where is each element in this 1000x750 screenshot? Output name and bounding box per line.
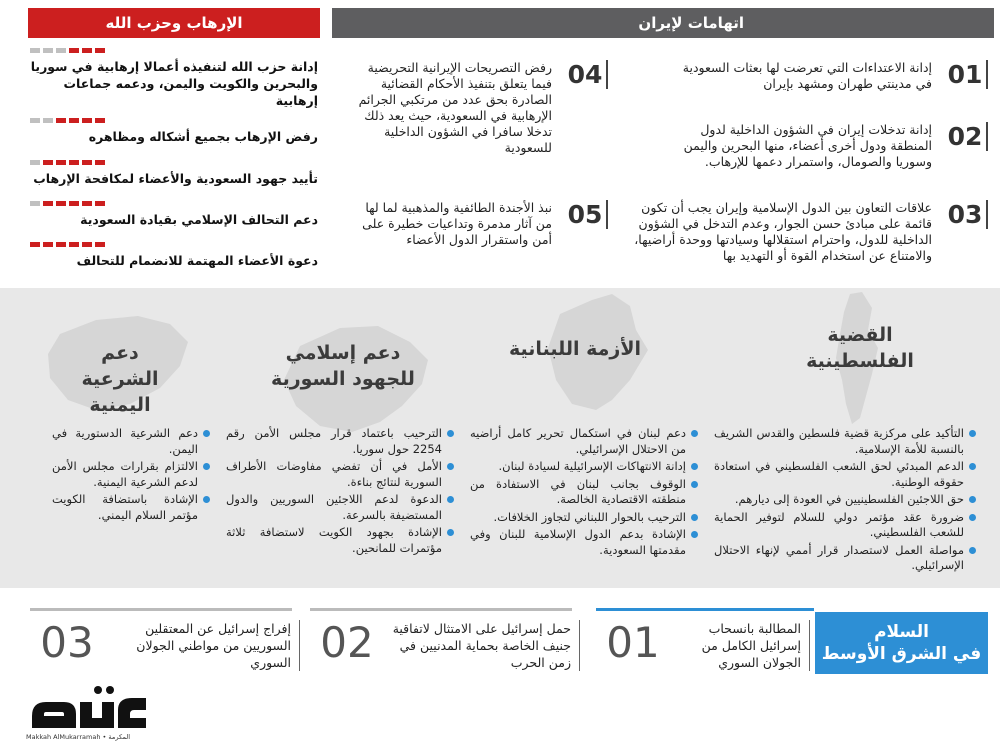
rating-squares <box>30 118 318 123</box>
bullet-icon <box>691 463 698 470</box>
list-item-text: الالتزام بقرارات مجلس الأمن لدعم الشرعية اليمنية. <box>52 459 198 489</box>
accusation-number: 05 <box>564 200 608 229</box>
syria-list <box>226 426 454 558</box>
rating-squares <box>30 201 318 206</box>
rating-square <box>56 242 66 247</box>
peace-item-text: المطالبة بانسحاب إسرائيل الكامل من الجولان السوري <box>666 620 810 671</box>
terror-header <box>28 8 320 38</box>
rating-square <box>43 242 53 247</box>
peace-item-number: 03 <box>40 618 94 667</box>
terror-header-title: الإرهاب وحزب الله <box>105 14 243 32</box>
list-item-text: دعم لبنان في استكمال تحرير كامل أراضيه من الاحتلال الإسرائيلي. <box>470 426 686 456</box>
palestine-list <box>714 426 976 576</box>
rating-squares <box>30 48 318 53</box>
accusation-number: 03 <box>944 200 988 229</box>
yemen-list <box>52 426 210 525</box>
rating-square <box>69 48 79 53</box>
rating-square <box>95 160 105 165</box>
rating-square <box>56 201 66 206</box>
bullet-icon <box>691 481 698 488</box>
rating-square <box>69 118 79 123</box>
rating-square <box>69 160 79 165</box>
accusation-text: علاقات التعاون بين الدول الإسلامية وإيران يجب أن تكون قائمة على مبادئ حسن الجوار، وعدم التدخل في الشؤون الداخلية للدول، واحترام استقلالها وسيادتها ووحدة أراضيها، والامتناع عن استخدام القوة أو التهديد بها <box>634 200 932 263</box>
list-item-text: الإشادة باستضافة الكويت مؤتمر السلام اليمني. <box>52 492 198 522</box>
terror-item <box>30 242 318 269</box>
rating-squares <box>30 160 318 165</box>
list-item-text: إدانة الانتهاكات الإسرائيلية لسيادة لبنان. <box>498 459 686 473</box>
bullet-icon <box>203 430 210 437</box>
rating-square <box>43 201 53 206</box>
peace-item <box>30 620 300 671</box>
list-item-text: الدعم المبدئي لحق الشعب الفلسطيني في استعادة حقوقه الوطنية. <box>714 459 964 489</box>
list-item-text: الوقوف بجانب لبنان في الاستفادة من منطقته الاقتصادية الخالصة. <box>470 476 686 506</box>
accusation-text: إدانة تدخلات إيران في الشؤون الداخلية لدول المنطقة ودول أخرى أعضاء، منها البحرين واليمن وسوريا والصومال، واستمرار دعمها للإرهاب. <box>683 122 932 169</box>
list-item-text: ضرورة عقد مؤتمر دولي للسلام لتوفير الحماية للشعب الفلسطيني. <box>714 509 964 539</box>
list-item-text: الإشادة بدعم الدول الإسلامية للبنان وفي مقدمتها السعودية. <box>470 527 686 557</box>
peace-item-text: حمل إسرائيل على الامتثال لاتفاقية جنيف الخاصة بحماية المدنيين في زمن الحرب <box>380 620 580 671</box>
accusation-item <box>352 60 608 156</box>
list-item-text: الأمل في أن تفضي مفاوضات الأطراف السورية لنتائج بناءة. <box>226 459 442 489</box>
list-item-text: الدعوة لدعم اللاجئين السوريين والدول المستضيفة بالسرعة. <box>226 492 442 522</box>
rating-square <box>43 118 53 123</box>
list-item <box>470 477 698 508</box>
lebanon-list <box>470 426 698 560</box>
bullet-icon <box>447 529 454 536</box>
list-item-text: الترحيب بالحوار اللبناني لتجاوز الخلافات. <box>493 509 686 524</box>
list-item <box>714 510 976 541</box>
terror-item-text: تأييد جهود السعودية والأعضاء لمكافحة الإرهاب <box>33 171 318 186</box>
column-title-yemen: دعم الشرعية اليمنية <box>81 342 159 416</box>
list-item <box>470 527 698 558</box>
bullet-icon <box>203 496 210 503</box>
terror-item-text: دعوة الأعضاء المهتمة للانضمام للتحالف <box>76 253 318 268</box>
iran-accusations-header <box>332 8 994 38</box>
terror-item-text: دعم التحالف الإسلامي بقيادة السعودية <box>80 212 318 227</box>
accusation-item <box>352 200 608 248</box>
accusation-number: 02 <box>944 122 988 151</box>
list-item <box>226 525 454 556</box>
peace-title-line2: في الشرق الأوسط <box>821 644 982 664</box>
peace-divider <box>310 608 572 611</box>
rating-square <box>30 242 40 247</box>
terror-item-text: رفض الإرهاب بجميع أشكاله ومظاهره <box>88 129 318 144</box>
peace-item <box>310 620 580 671</box>
terror-item <box>30 118 318 145</box>
rating-square <box>30 118 40 123</box>
peace-item-number: 01 <box>606 618 660 667</box>
rating-square <box>82 201 92 206</box>
terror-item <box>30 48 318 109</box>
peace-item-number: 02 <box>320 618 374 667</box>
logo-sub-ar: المكرمة <box>108 733 131 741</box>
bullet-icon <box>447 430 454 437</box>
iran-header-title: اتهامات لإيران <box>638 14 744 32</box>
rating-square <box>69 201 79 206</box>
bullet-icon <box>969 547 976 554</box>
rating-squares <box>30 242 318 247</box>
bullet-icon <box>447 496 454 503</box>
rating-square <box>56 48 66 53</box>
list-item-text: حق اللاجئين الفلسطينيين في العودة إلى ديارهم. <box>734 492 964 506</box>
bullet-icon <box>969 463 976 470</box>
rating-square <box>30 160 40 165</box>
list-item <box>714 492 976 508</box>
peace-title-line1: السلام <box>874 622 929 642</box>
list-item-text: مواصلة العمل لاستصدار قرار أممي لإنهاء الاحتلال الإسرائيلي. <box>714 542 964 572</box>
bullet-icon <box>969 430 976 437</box>
list-item <box>226 426 454 457</box>
accusation-text: رفض التصريحات الإيرانية التحريضية فيما يتعلق بتنفيذ الأحكام القضائية الصادرة بحق عدد من مرتكبي الجرائم الإرهابية في السعودية، حيث يعد ذلك تدخلا سافرا في الشؤون الداخلية للسعودية <box>358 60 552 155</box>
peace-item-text: إفراج إسرائيل عن المعتقلين السوريين من مواطني الجولان السوري <box>100 620 300 671</box>
accusation-number: 04 <box>564 60 608 89</box>
accusation-number: 01 <box>944 60 988 89</box>
rating-square <box>43 48 53 53</box>
logo-sub-en: Makkah AlMukarramah <box>26 733 101 741</box>
list-item-text: التأكيد على مركزية قضية فلسطين والقدس الشريف بالنسبة للأمة الإسلامية. <box>714 426 964 456</box>
rating-square <box>56 160 66 165</box>
rating-square <box>95 201 105 206</box>
column-title-syria: دعم إسلامي للجهود السورية <box>271 342 415 390</box>
list-item <box>52 492 210 523</box>
logo-caption: Makkah AlMukarramah • المكرمة <box>26 733 131 741</box>
rating-square <box>82 160 92 165</box>
bullet-icon <box>691 514 698 521</box>
rating-square <box>95 118 105 123</box>
peace-divider <box>30 608 292 611</box>
list-item <box>470 459 698 475</box>
bullet-icon <box>969 496 976 503</box>
bullet-icon <box>447 463 454 470</box>
list-item-text: الترحيب باعتماد قرار مجلس الأمن رقم 2254 حول سوريا. <box>226 426 442 456</box>
list-item <box>52 426 210 457</box>
bullet-icon <box>691 430 698 437</box>
accusation-item <box>670 60 988 92</box>
rating-square <box>69 242 79 247</box>
terror-item-text: إدانة حزب الله لتنفيذه أعمالا إرهابية في سوريا والبحرين والكويت واليمن، ودعمه جماعات إرهابية <box>30 59 318 108</box>
rating-square <box>56 118 66 123</box>
peace-divider <box>596 608 814 611</box>
accusation-item <box>628 200 988 264</box>
accusation-text: إدانة الاعتداءات التي تعرضت لها بعثات السعودية في مدينتي طهران ومشهد بإيران <box>682 60 932 91</box>
list-item <box>714 426 976 457</box>
peace-title-box <box>815 612 988 674</box>
rating-square <box>82 48 92 53</box>
list-item <box>714 459 976 490</box>
list-item-text: الإشادة بجهود الكويت لاستضافة ثلاثة مؤتمرات للمانحين. <box>226 525 442 555</box>
rating-square <box>30 201 40 206</box>
list-item <box>470 426 698 457</box>
bullet-icon <box>969 514 976 521</box>
terror-item <box>30 160 318 187</box>
list-item <box>226 492 454 523</box>
bullet-icon <box>691 531 698 538</box>
rating-square <box>82 242 92 247</box>
terror-item <box>30 201 318 228</box>
list-item <box>714 543 976 574</box>
rating-square <box>30 48 40 53</box>
accusation-item <box>670 122 988 170</box>
rating-square <box>95 242 105 247</box>
rating-square <box>82 118 92 123</box>
rating-square <box>43 160 53 165</box>
rating-square <box>95 48 105 53</box>
column-title-lebanon: الأزمة اللبنانية <box>509 338 641 360</box>
accusation-text: نبذ الأجندة الطائفية والمذهبية لما لها من آثار مدمرة وتداعيات خطيرة على أمن واستقرار الدول الأعضاء <box>362 200 552 247</box>
bullet-icon <box>203 463 210 470</box>
list-item <box>52 459 210 490</box>
list-item <box>226 459 454 490</box>
peace-item <box>600 620 810 671</box>
list-item-text: دعم الشرعية الدستورية في اليمن. <box>52 426 198 456</box>
list-item <box>470 510 698 526</box>
column-title-palestine: القضية الفلسطينية <box>806 324 914 372</box>
